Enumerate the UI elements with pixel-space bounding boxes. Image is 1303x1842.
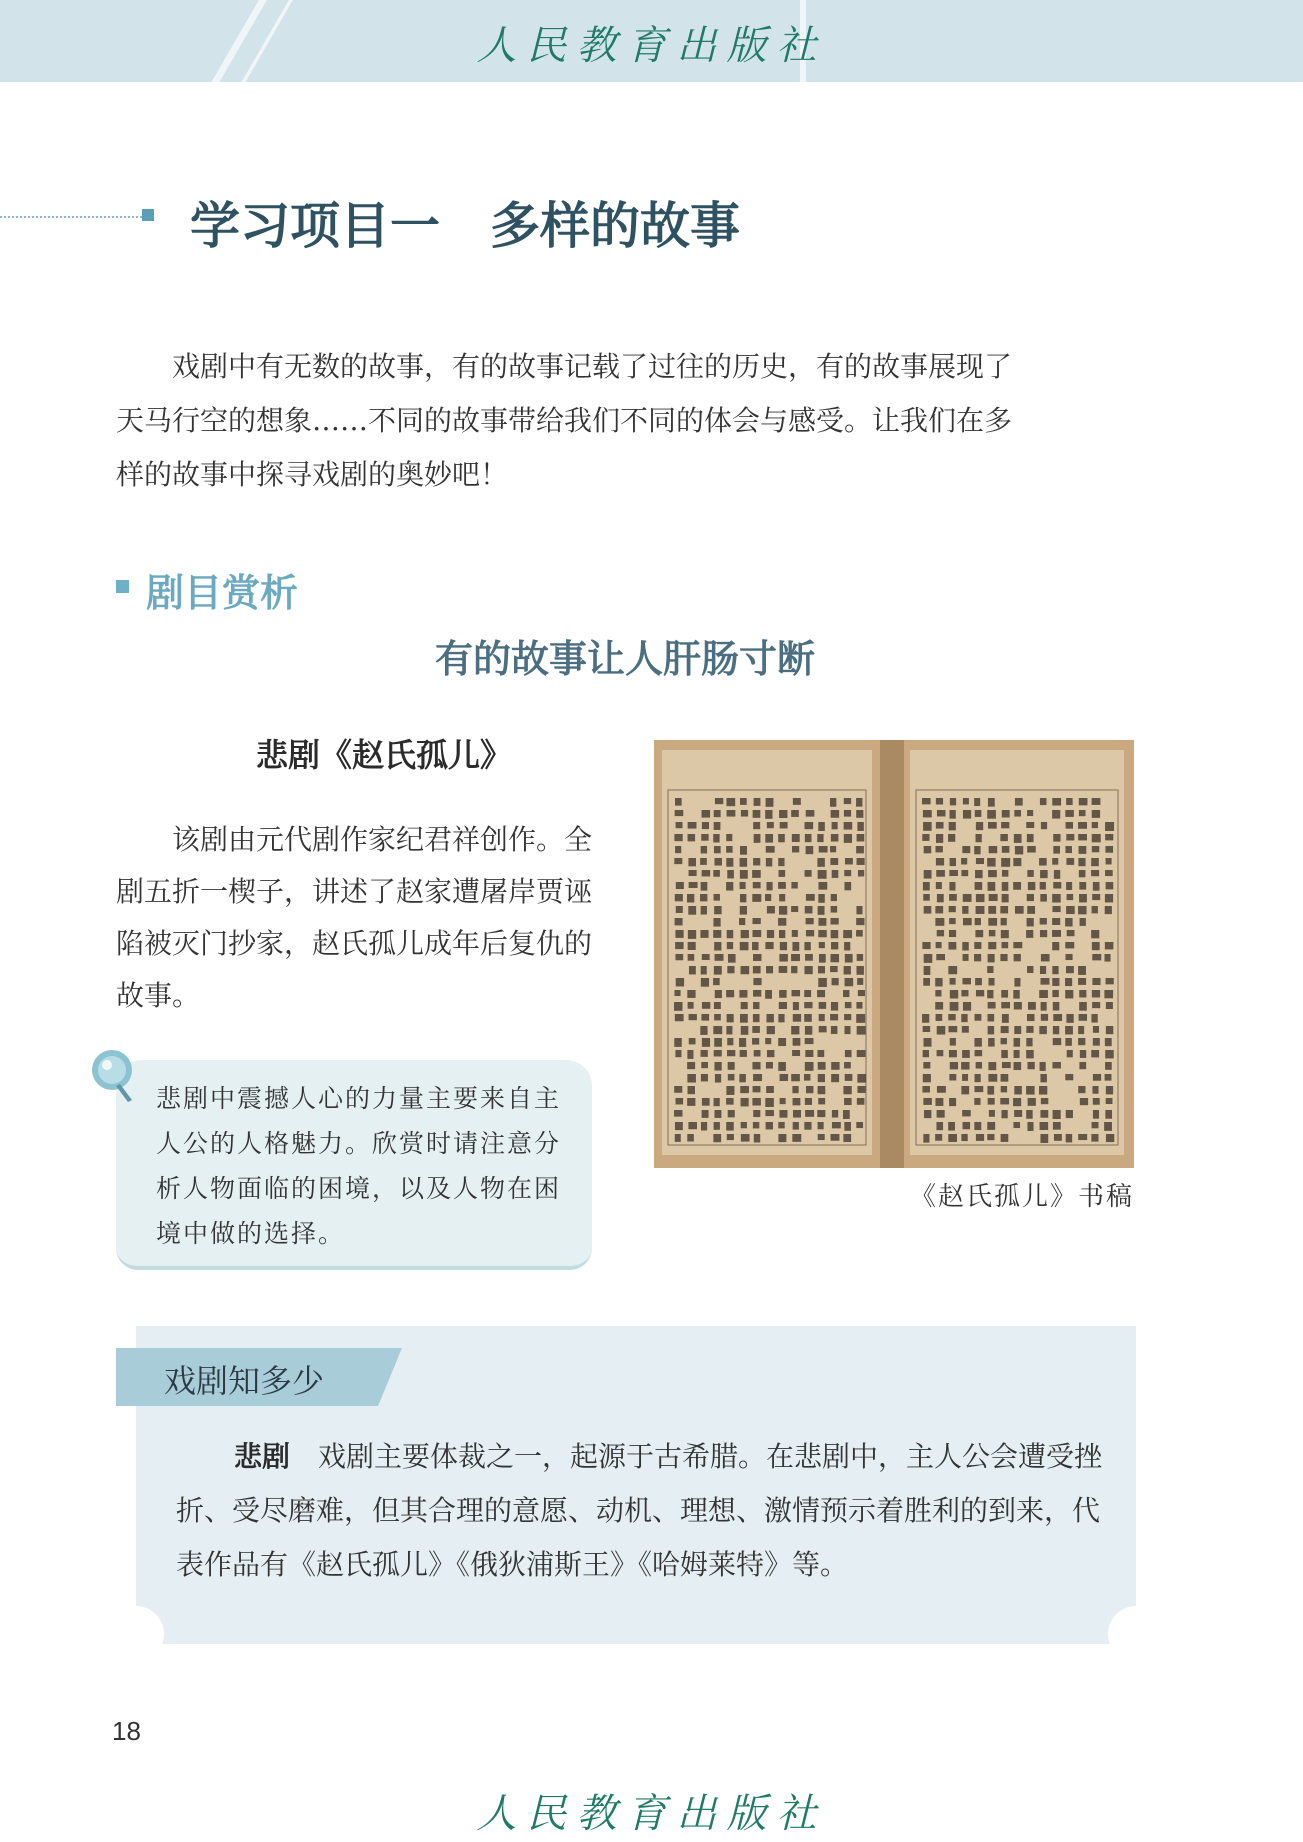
publisher-logo-bottom: 人民教育出版社	[476, 1791, 827, 1837]
page-title: 学习项目一 多样的故事	[190, 197, 740, 255]
figure-caption: 《赵氏孤儿》书稿	[909, 1182, 1134, 1212]
section-bullet	[116, 580, 129, 593]
page-number: 18	[112, 1716, 141, 1746]
section-subheading: 有的故事让人肝肠寸断	[434, 636, 815, 681]
info-definition: 戏剧主要体裁之一，起源于古希腊。在悲剧中，主人公会遭受挫折、受尽磨难，但其合理的意愿、动机、理想、激情预示着胜利的到来，代表作品有《赵氏孤儿》《俄狄浦斯王》《哈姆莱特》等。	[176, 1440, 1103, 1581]
tip-text: 悲剧中震撼人心的力量主要来自主人公的人格魅力。欣赏时请注意分析人物面临的困境，以及人物在困境中做的选择。	[156, 1084, 562, 1248]
panel-notch	[1108, 1606, 1164, 1662]
title-bullet	[142, 209, 154, 221]
info-term: 悲剧	[234, 1440, 291, 1473]
info-tab-label: 戏剧知多少	[164, 1362, 325, 1400]
pin-icon	[86, 1046, 142, 1102]
manuscript-image	[654, 740, 1134, 1168]
panel-notch	[108, 1606, 164, 1662]
publisher-logo-top: 人民教育出版社	[476, 23, 827, 69]
play-title: 悲剧《赵氏孤儿》	[256, 736, 513, 774]
intro-paragraph: 戏剧中有无数的故事，有的故事记载了过往的历史，有的故事展现了天马行空的想象……不同的故事带给我们不同的体会与感受。让我们在多样的故事中探寻戏剧的奥妙吧！	[116, 350, 1013, 491]
section-heading: 剧目赏析	[146, 571, 299, 615]
title-dotted-rule	[0, 216, 142, 218]
play-description: 该剧由元代剧作家纪君祥创作。全剧五折一楔子，讲述了赵家遭屠岸贾诬陷被灭门抄家，赵氏孤儿成年后复仇的故事。	[116, 823, 593, 1012]
info-text	[176, 1430, 1106, 1592]
